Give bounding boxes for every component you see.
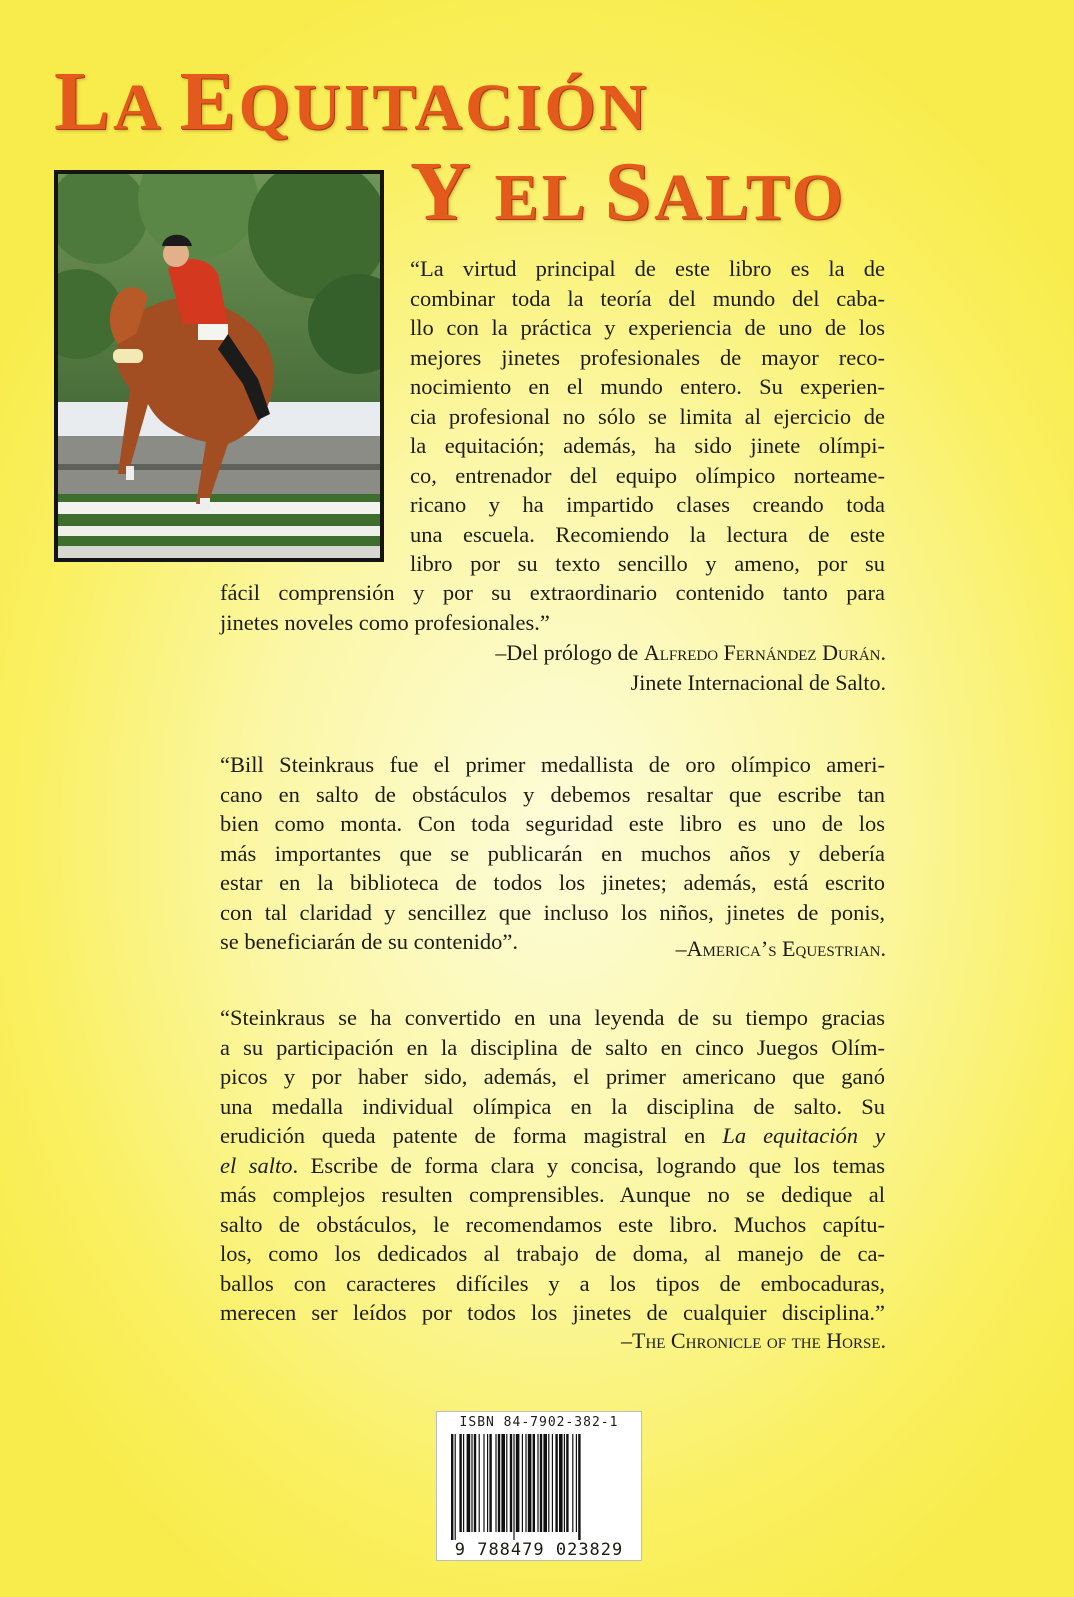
barcode-bar (487, 1434, 488, 1532)
isbn-number: ISBN 84-7902-382-1 (459, 1415, 619, 1430)
book-title-italic: La equitación y (722, 1123, 886, 1148)
quote-1-attribution: –Del prólogo de Alfredo Fernández Durán. (495, 640, 886, 665)
isbn-barcode (436, 1411, 642, 1561)
barcode-bar (564, 1434, 565, 1532)
barcode-bar (552, 1434, 553, 1532)
barcode-bar (498, 1434, 500, 1532)
barcode-bar (489, 1434, 491, 1532)
barcode-bar (528, 1434, 532, 1532)
barcode-bar (506, 1434, 507, 1532)
barcode-bar (513, 1434, 514, 1540)
barcode-bar (555, 1434, 557, 1532)
barcode-bars (447, 1434, 633, 1540)
barcode-bar (510, 1434, 512, 1532)
barcode-bar (501, 1434, 505, 1532)
barcode-bar (578, 1434, 580, 1540)
ean-number: 9 788479 023829 (454, 1540, 624, 1560)
barcode-bar (559, 1434, 563, 1532)
horse-rider-illustration (58, 174, 380, 558)
barcode-bar (455, 1434, 456, 1540)
barcode-bar (467, 1434, 471, 1532)
barcode-bar (483, 1434, 484, 1532)
barcode-bar (463, 1434, 464, 1532)
barcode-bar (572, 1434, 573, 1532)
quote-1-text-continued: fácil comprensión y por su extraordinario contenido tanto para jinetes noveles como profesionales.” (220, 580, 885, 635)
quote-2-attribution: –America’s Equestrian. (675, 936, 886, 961)
quote-2-text: “Bill Steinkraus fue el primer medallista de oro olímpico ameri- cano en salto de obstáculos y debemos resaltar que escribe tan bien como monta. Con toda seguridad este libro es uno de los más importantes que se publicarán en muchos años y debería estar en la biblioteca de todos los jinetes; además, está escrito con tal claridad y sencillez que incluso los niños, jinetes de ponis, se beneficiarán de su contenido”. (220, 752, 885, 954)
book-title-line-2: Y EL SALTO (410, 145, 846, 238)
barcode-bar (525, 1434, 526, 1532)
barcode-bar (533, 1434, 535, 1532)
quote-1-attribution-role: Jinete Internacional de Salto. (630, 670, 886, 695)
quote-1-text: “La virtud principal de este libro es la de combinar toda la teoría del mundo del caba- llo con la práctica y experiencia de uno de los mejores jinetes profesionales de mayor reco- nocimiento en el mundo entero. Su experien- cia profesional no sólo se limita al ejercicio de la equitación; además, ha sido jinete olímpi- co, entrenador del equipo olímpico norteame- ricano y ha impartido clases creando toda una escuela. Recomiendo la lectura de este libro por su texto sencillo y ameno, por su (410, 256, 885, 576)
quote-3-attribution: –The Chronicle of the Horse. (621, 1328, 886, 1353)
barcode-bar (479, 1434, 480, 1532)
barcode-bar (471, 1434, 472, 1532)
quote-3-text: “Steinkraus se ha convertido en una leyenda de su tiempo gracias a su participación en la disciplina de salto en cinco Juegos Olím- picos y por haber sido, además, el primer americano que ganó una medalla individual olímpica en la disciplina de salto. Su erudición queda patente de forma magistral en La equitación y el salto. Escribe de forma clara y concisa, logrando que los temas más complejos resulten comprensibles. Aunque no se dedique al salto de obstáculos, le recomendamos este libro. Muchos capítu- los, como los dedicados al trabajo de doma, al manejo de ca- ballos con caracteres difíciles y a los tipos de embocaduras, merecen ser leídos por todos los jinetes de cualquier disciplina.” (220, 1005, 886, 1325)
book-title-line-1: LA EQUITACIÓN (54, 55, 650, 148)
barcode-bar (543, 1434, 547, 1532)
show-jumping-photo (54, 170, 384, 562)
barcode-bar (495, 1434, 496, 1532)
book-title-italic-continued: el salto (220, 1152, 293, 1178)
barcode-bar (522, 1434, 523, 1532)
barcode-bar (576, 1434, 577, 1532)
barcode-bar (516, 1434, 520, 1532)
barcode-bar (548, 1434, 549, 1532)
barcode-bar (537, 1434, 538, 1532)
barcode-bar (459, 1434, 461, 1532)
barcode-bar (566, 1434, 568, 1532)
barcode-bar (451, 1434, 453, 1540)
barcode-bar (540, 1434, 542, 1532)
barcode-bar (474, 1434, 476, 1532)
